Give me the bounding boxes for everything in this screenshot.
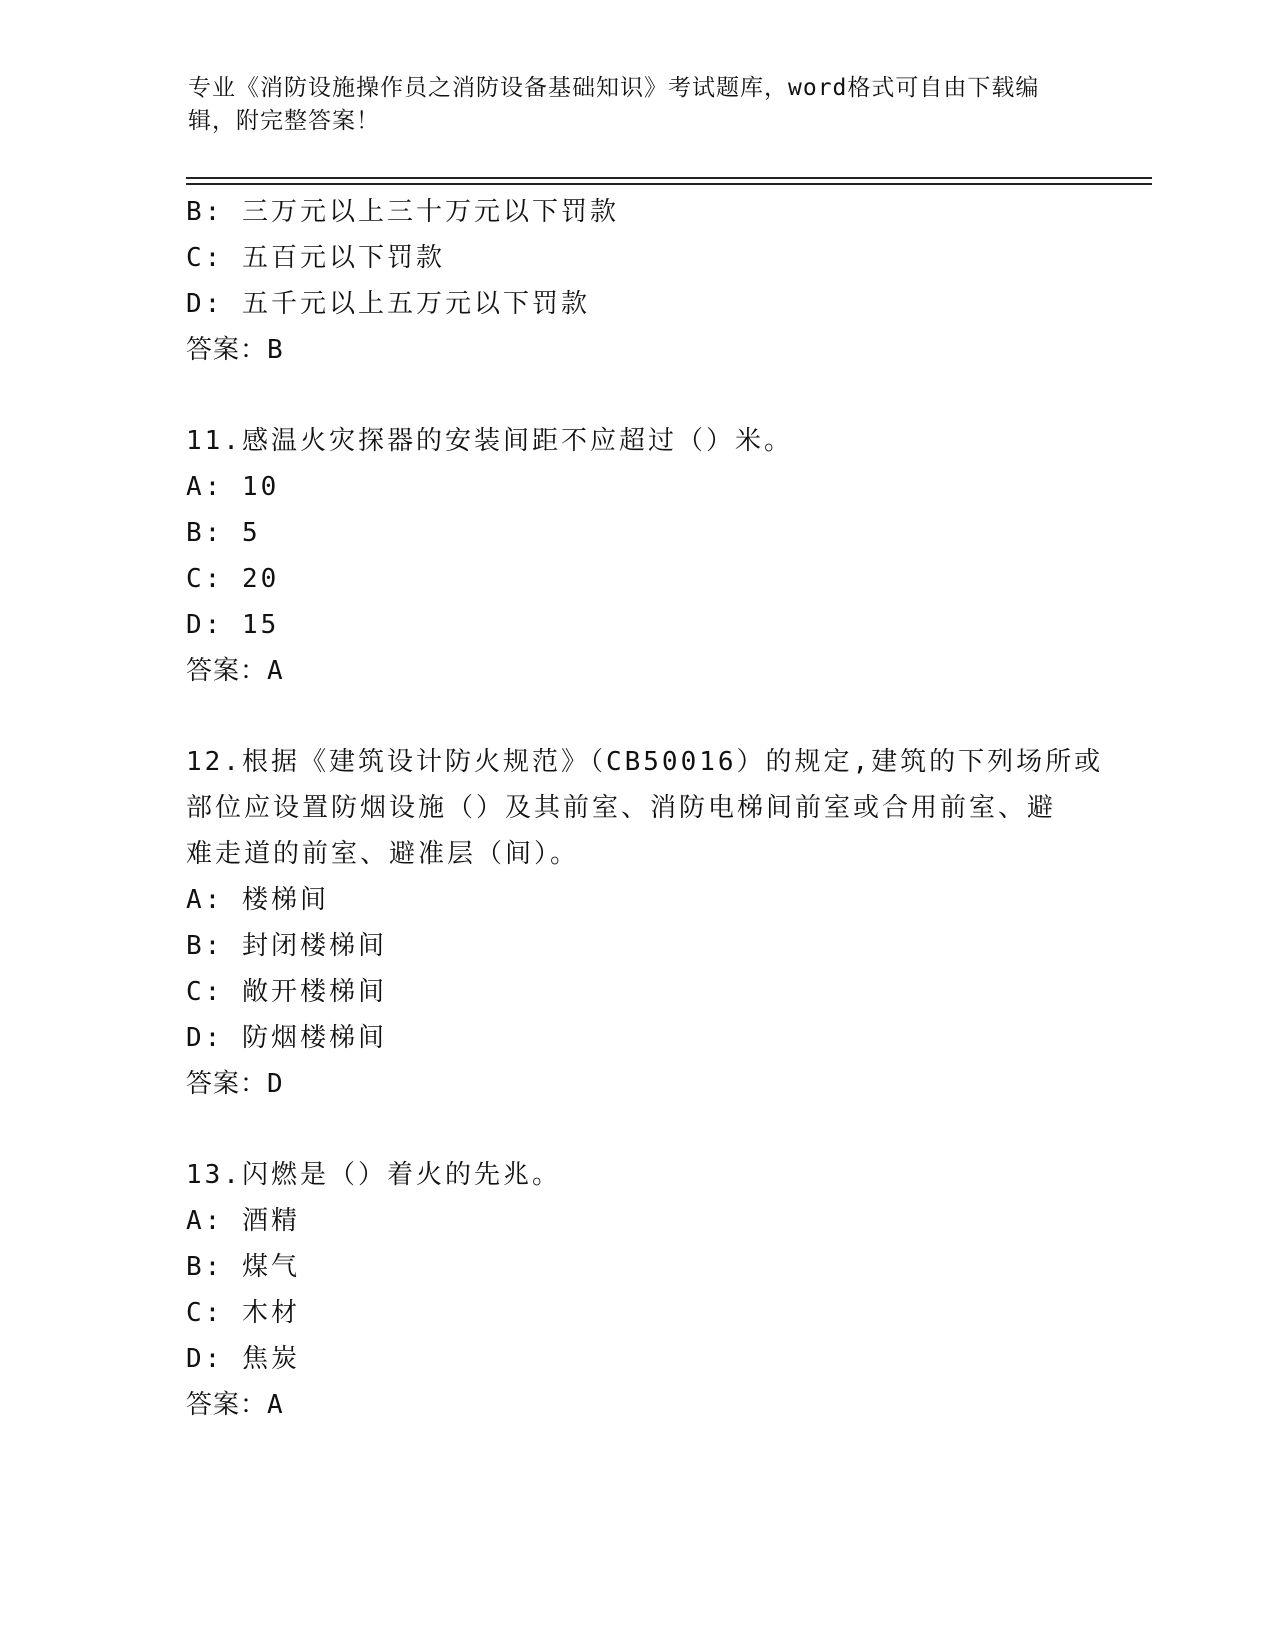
option-text: 10 xyxy=(241,472,280,502)
option-text: 煤气 xyxy=(241,1252,300,1282)
option-text: 15 xyxy=(241,610,280,640)
header-line-2: 辑，附完整答案！ xyxy=(188,108,380,134)
option-text: 封闭楼梯间 xyxy=(241,931,387,961)
option-label: C: xyxy=(186,243,224,273)
option-label: A: xyxy=(186,885,224,915)
option-label: B: xyxy=(186,1252,224,1282)
option-a xyxy=(186,464,1086,510)
option-d xyxy=(186,281,1086,327)
option-text: 五百元以下罚款 xyxy=(241,243,445,273)
question-stem: 11.感温火灾探器的安装间距不应超过（）米。 xyxy=(186,426,793,456)
question-stem-line-1: 12.根据《建筑设计防火规范》（CB50016）的规定,建筑的下列场所或 xyxy=(186,747,1104,777)
option-label: D: xyxy=(186,1344,224,1374)
option-label: B: xyxy=(186,931,224,961)
option-c xyxy=(186,969,1086,1015)
option-c xyxy=(186,556,1086,602)
option-text: 20 xyxy=(241,564,280,594)
header-line-1: 专业《消防设施操作员之消防设备基础知识》考试题库，word格式可自由下载编 xyxy=(188,75,1040,101)
option-label: C: xyxy=(186,564,224,594)
answer: 答案：B xyxy=(186,335,284,365)
option-d xyxy=(186,1015,1086,1061)
option-b xyxy=(186,1244,1086,1290)
question-block-11 xyxy=(186,418,1086,694)
option-text: 三万元以上三十万元以下罚款 xyxy=(241,197,619,227)
option-text: 敞开楼梯间 xyxy=(241,977,387,1007)
option-d xyxy=(186,1336,1086,1382)
option-d xyxy=(186,602,1086,648)
option-label: D: xyxy=(186,1023,224,1053)
option-a xyxy=(186,1198,1086,1244)
answer: 答案：A xyxy=(186,1390,284,1420)
option-label: B: xyxy=(186,197,224,227)
header-divider-top xyxy=(186,177,1152,179)
question-list xyxy=(186,189,1104,1428)
option-label: C: xyxy=(186,977,224,1007)
option-b xyxy=(186,510,1086,556)
option-text: 酒精 xyxy=(241,1206,300,1236)
option-label: A: xyxy=(186,1206,224,1236)
option-label: D: xyxy=(186,610,224,640)
answer: 答案：A xyxy=(186,656,284,686)
option-text: 5 xyxy=(241,518,261,548)
option-c xyxy=(186,1290,1086,1336)
option-text: 焦炭 xyxy=(241,1344,300,1374)
option-text: 木材 xyxy=(241,1298,300,1328)
option-text: 楼梯间 xyxy=(241,885,329,915)
question-stem-line-3: 难走道的前室、避准层（间）。 xyxy=(186,839,580,869)
question-block-10 xyxy=(186,189,1086,373)
option-text: 防烟楼梯间 xyxy=(241,1023,387,1053)
option-b xyxy=(186,923,1086,969)
question-block-12 xyxy=(186,739,1104,1107)
option-a xyxy=(186,877,1086,923)
option-label: B: xyxy=(186,518,224,548)
option-label: A: xyxy=(186,472,224,502)
question-stem-line-2: 部位应设置防烟设施（）及其前室、消防电梯间前室或合用前室、避 xyxy=(186,793,1057,823)
question-stem: 13.闪燃是（）着火的先兆。 xyxy=(186,1160,561,1190)
option-b xyxy=(186,189,1086,235)
option-text: 五千元以上五万元以下罚款 xyxy=(241,289,590,319)
option-label: D: xyxy=(186,289,224,319)
header-divider-bottom xyxy=(186,183,1152,185)
question-block-13 xyxy=(186,1152,1086,1428)
option-label: C: xyxy=(186,1298,224,1328)
answer: 答案：D xyxy=(186,1069,284,1099)
option-c xyxy=(186,235,1086,281)
document-header xyxy=(188,72,1068,138)
